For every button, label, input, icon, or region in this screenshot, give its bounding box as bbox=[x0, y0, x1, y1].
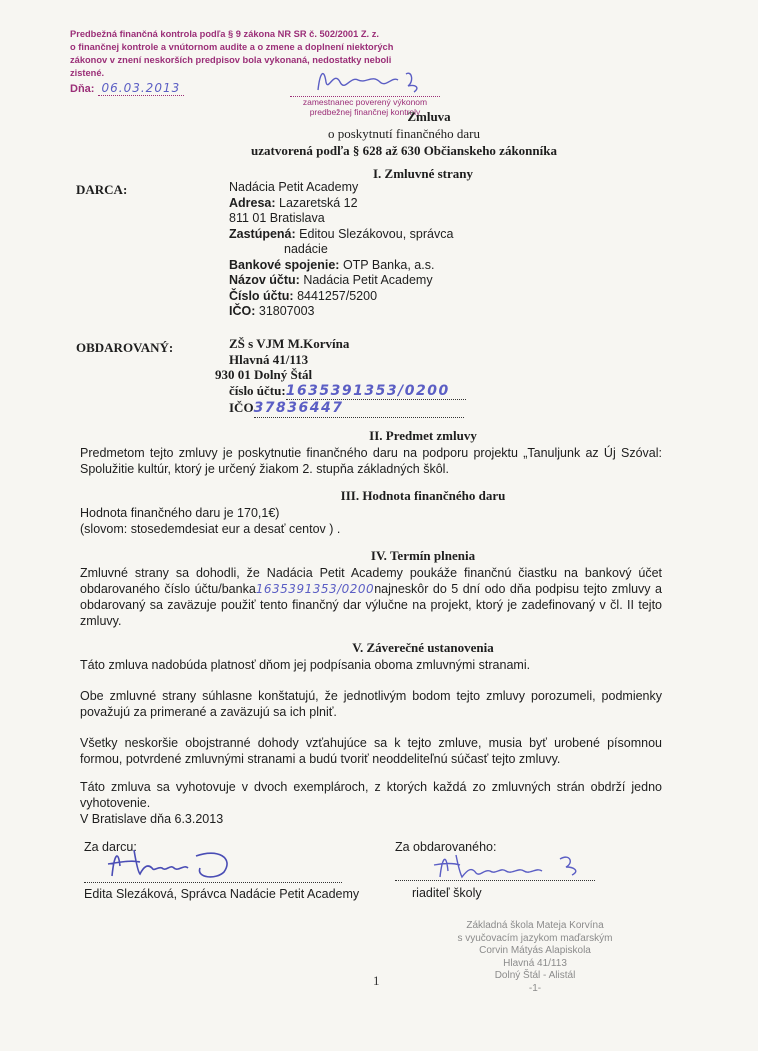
darca-name: Nadácia Petit Academy bbox=[229, 180, 359, 194]
obdarovany-account-label: číslo účtu: bbox=[229, 382, 286, 398]
title-line-2: o poskytnutí finančného daru bbox=[328, 126, 480, 141]
obdarovany-name: ZŠ s VJM M.Korvína bbox=[229, 336, 350, 351]
darca-account-no-label: Číslo účtu: bbox=[229, 288, 294, 303]
darca-rep-value: Editou Slezákovou, správca bbox=[299, 226, 454, 241]
darca-address-value: Lazaretská 12 bbox=[279, 195, 358, 210]
zaverecne-p2: Obe zmluvné strany súhlasne konštatujú, že jednotlivým bodom tejto zmluvy porozumeli, podmienky považujú za primerané a zaväzujú sa ich plniť. bbox=[80, 689, 662, 719]
zaverecne-p3: Všetky neskoršie obojstranné dohody vzťahujúce sa k tejto zmluve, musia byť urobené písomnou formou, potvrdené zmluvnými stranami a budú tvoriť neoddeliteľnú súčasť tejto zmluvy. bbox=[80, 736, 662, 766]
darca-bank-value: OTP Banka, a.s. bbox=[342, 257, 435, 272]
darca-account-name bbox=[229, 273, 453, 289]
obdarovany-ico-field bbox=[254, 400, 464, 418]
stamp-caption-line-1: zamestnanec poverený výkonom bbox=[302, 97, 428, 107]
section-heading-2: II. Predmet zmluvy bbox=[369, 428, 477, 443]
obdarovany-street: Hlavná 41/113 bbox=[229, 351, 309, 367]
darca-ico bbox=[229, 304, 453, 320]
termin-part-2: najneskôr do 5 dní odo dňa podpisu tejto zmluvy a obdarovaný sa zaväzuje použiť tento finančný dar výlučne na projekt, ktorý je zadefinovaný v čl. II tejto zmluvy. bbox=[80, 582, 662, 628]
stamp-signature bbox=[290, 62, 440, 97]
school-stamp-line-3: Corvin Mátyás Alapiskola bbox=[479, 945, 591, 956]
darca-address bbox=[229, 196, 453, 212]
section-heading-3: III. Hodnota finančného daru bbox=[340, 488, 506, 503]
obdarovany-ico bbox=[229, 400, 466, 418]
zaverecne-p1: Táto zmluva nadobúda platnosť dňom jej podpísania oboma zmluvnými stranami. bbox=[80, 658, 531, 672]
section-heading-5: V. Záverečné ustanovenia bbox=[352, 640, 494, 655]
school-stamp-line-5: Dolný Štál - Alistál bbox=[494, 970, 576, 981]
section-heading-4: IV. Termín plnenia bbox=[370, 548, 476, 563]
signature-right-line bbox=[395, 880, 595, 881]
school-stamp bbox=[430, 920, 640, 995]
stamp-line-2: o finančnej kontrole a vnútornom audite a o zmene a doplnení niektorých bbox=[70, 42, 394, 52]
school-stamp-line-4: Hlavná 41/113 bbox=[503, 957, 567, 969]
school-stamp-line-1: Základná škola Mateja Korvína bbox=[466, 920, 604, 931]
darca-bank-label: Bankové spojenie: bbox=[229, 257, 340, 272]
termin-paragraph bbox=[80, 565, 662, 629]
darca-city: 811 01 Bratislava bbox=[229, 211, 325, 225]
stamp-line-4: zistené. bbox=[70, 68, 105, 78]
darca-address-label: Adresa: bbox=[229, 195, 276, 210]
page-mark: 1 bbox=[373, 973, 380, 988]
school-stamp-line-6: -1- bbox=[528, 982, 542, 994]
termin-account-value: 1635391353/0200 bbox=[255, 582, 375, 596]
title-line-3: uzatvorená podľa § 628 až 630 Občianskeho zákonníka bbox=[251, 143, 557, 158]
hodnota-line-1: Hodnota finančného daru je 170,1€) bbox=[80, 506, 280, 520]
obdarovany-details bbox=[215, 336, 466, 418]
hodnota-line-2: (slovom: stosedemdesiat eur a desať centov ) . bbox=[80, 522, 341, 536]
zaverecne-p4: Táto zmluva sa vyhotovuje v dvoch exemplároch, z ktorých každá zo zmluvných strán obdrží jedno vyhotovenie. bbox=[80, 780, 662, 810]
darca-account-name-value: Nadácia Petit Academy bbox=[303, 273, 433, 287]
signature-left-name: Edita Slezáková, Správca Nadácie Petit Academy bbox=[84, 887, 360, 901]
darca-rep-label: Zastúpená: bbox=[229, 226, 296, 241]
obdarovany-ico-value: 37836447 bbox=[253, 400, 344, 416]
obdarovany-city: 930 01 Dolný Štál bbox=[215, 367, 313, 382]
school-stamp-line-2: s vyučovacím jazykom maďarským bbox=[457, 932, 613, 944]
termin-part-1: Zmluvné strany sa dohodli, že Nadácia Petit Academy poukáže finančnú čiastku na bankový účet obdarovaného číslo účtu/banka bbox=[80, 566, 662, 596]
contract-title bbox=[0, 108, 758, 159]
darca-account-no-value: 8441257/5200 bbox=[297, 288, 378, 303]
stamp-date-value: 06.03.2013 bbox=[98, 81, 185, 96]
signature-right-label: Za obdarovaného: bbox=[395, 840, 497, 854]
obdarovany-account bbox=[229, 383, 466, 401]
darca-account-number bbox=[229, 289, 453, 305]
obdarovany-account-field bbox=[286, 383, 466, 401]
darca-ico-label: IČO: bbox=[229, 304, 256, 318]
stamp-date-label: Dňa: bbox=[70, 83, 95, 95]
signature-right-name: riaditeľ školy bbox=[412, 886, 482, 900]
predmet-paragraph: Predmetom tejto zmluvy je poskytnutie finančného daru na podporu projektu „Tanuljunk az Új Szóval: Spolužitie kultúr, ktorý je určený žiakom 2. stupňa základných škôl. bbox=[80, 446, 662, 476]
obdarovany-account-value: 1635391353/0200 bbox=[285, 382, 450, 399]
signature-left bbox=[100, 838, 240, 886]
signature-left-label: Za darcu: bbox=[84, 840, 137, 854]
hodnota-paragraph bbox=[80, 505, 662, 537]
darca-ico-value: 31807003 bbox=[258, 304, 315, 318]
obdarovany-label: OBDAROVANÝ: bbox=[76, 340, 174, 355]
darca-rep-value-2: nadácie bbox=[284, 242, 328, 256]
darca-details bbox=[229, 180, 453, 320]
darca-account-name-label: Názov účtu: bbox=[229, 273, 300, 287]
title-line-1: Zmluva bbox=[407, 109, 451, 124]
stamp-caption-line-2: predbežnej finančnej kontroly bbox=[309, 107, 421, 117]
darca-representative bbox=[229, 227, 453, 243]
place-date: V Bratislave dňa 6.3.2013 bbox=[80, 812, 224, 826]
obdarovany-ico-label: IČO bbox=[229, 400, 254, 415]
darca-label: DARCA: bbox=[76, 182, 128, 197]
stamp-line-1: Predbežná finančná kontrola podľa § 9 zákona NR SR č. 502/2001 Z. z. bbox=[70, 29, 379, 39]
stamp-line-3: zákonov v znení neskorších predpisov bola vykonaná, nedostatky neboli bbox=[70, 55, 392, 65]
signature-right bbox=[420, 843, 600, 885]
darca-bank bbox=[229, 258, 453, 274]
signature-left-line bbox=[84, 882, 342, 883]
section-heading-1: I. Zmluvné strany bbox=[372, 166, 474, 181]
